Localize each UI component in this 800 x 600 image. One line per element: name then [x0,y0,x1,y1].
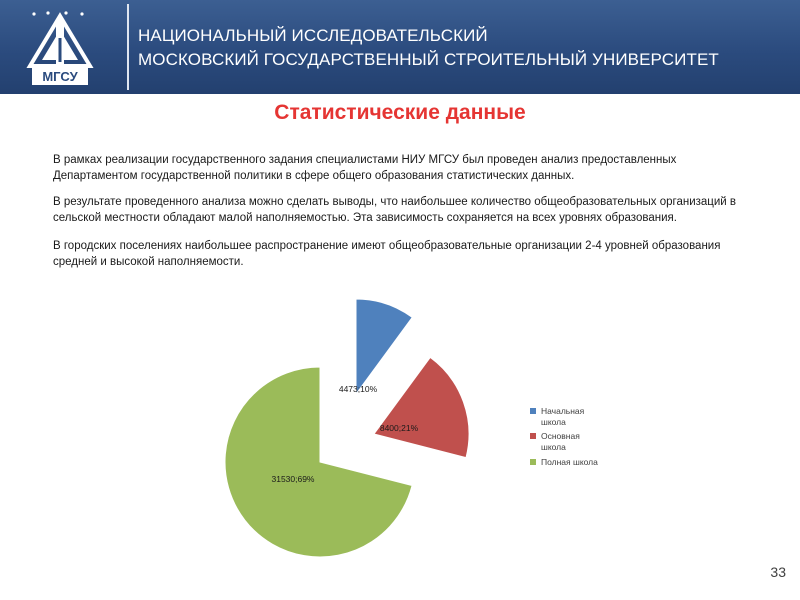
university-name-line-1: НАЦИОНАЛЬНЫЙ ИССЛЕДОВАТЕЛЬСКИЙ [138,26,488,45]
pie-slice-1 [356,299,412,394]
data-label-1: 4473;10% [338,384,378,394]
paragraph-3: В городских поселениях наибольшее распространение имеют общеобразовательные организации 2-4 уровней образования средней и высокой наполняемости. [53,240,721,268]
legend-swatch-3 [530,459,536,465]
logo-text: МГСУ [42,69,78,84]
data-label-3: 31530;69% [271,474,315,484]
legend-label-2: Основная школа [541,431,580,452]
legend-label-1: Начальная школа [541,406,585,427]
legend-swatch-2 [530,433,536,439]
data-label-2: 8400;21% [379,423,419,433]
slide-title: Статистические данные [274,101,526,124]
pie-slice-2 [374,357,469,457]
paragraph-1: В рамках реализации государственного задания специалистами НИУ МГСУ был проведен анализ предоставленных Департаментом государственной политики в сфере общего образования статистических данных. [53,154,677,182]
legend-item-3 [530,457,598,467]
university-name-line-2: МОСКОВСКИЙ ГОСУДАРСТВЕННЫЙ СТРОИТЕЛЬНЫЙ УНИВЕРСИТЕТ [138,50,719,69]
page-number: 33 [770,564,786,580]
legend-item-2 [530,431,580,452]
legend-swatch-1 [530,408,536,414]
legend-item-1 [530,406,585,427]
paragraph-2: В результате проведенного анализа можно сделать выводы, что наибольшее количество общеобразовательных организаций в сельской местности обладают малой наполняемостью. Эта зависимость сохраняется на всех уровнях образования. [53,196,737,224]
legend-label-3: Полная школа [541,457,598,467]
pie-slice-3 [225,367,412,557]
